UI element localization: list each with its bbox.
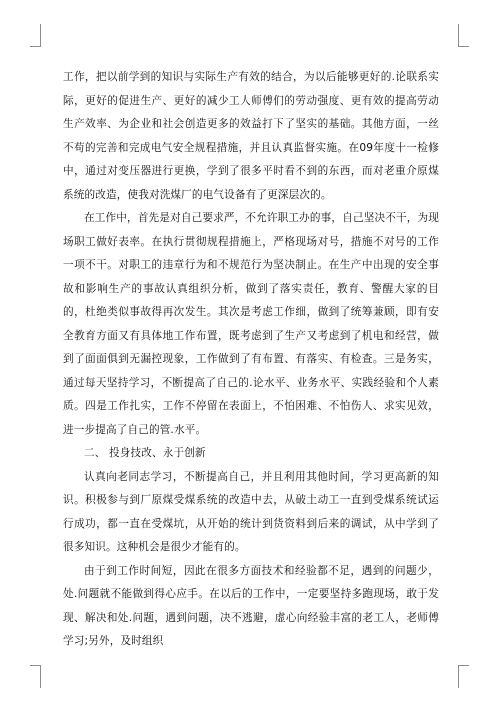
crop-mark-bottom-right (458, 665, 469, 688)
paragraph-2: 在工作中，首先是对自己要求严，不允许职工办的事，自己坚决不干，为现场职工做好表率。在执行贯彻规程措施上，严格现场对号，措施不对号的工作一项不干。对职工的违章行为和不规范行为坚决制止。在生产中出现的安全事故和影响生产的事故认真组织分析，做到了落实责任，教育、警醒大家的目的，杜绝类似事故得再次发生。其次是考虑工作细，做到了统筹兼顾，即有安全教育方面又有具体地工作布置，既考虑到了生产又考虑到了机电和经营，做到了面面俱到无漏控现象，工作做到了有布置、有落实、有检查。三是务实，通过每天坚持学习，不断提高了自己的.论水平、业务水平、实践经验和个人素质。四是工作扎实，工作不停留在表面上，不怕困难、不怕伤人、求实见效，进一步提高了自己的管.水平。 (63, 212, 439, 436)
paragraph-4: 由于到工作时间短，因此在很多方面技术和经验都不足，遇到的问题少，处.问题就不能做到得心应手。在以后的工作中，一定要坚持多跑现场，敢于发现、解决和处.问题，遇到问题，决不逃避，虚心向经验丰富的老工人，老师傅学习;另外，及时组织 (63, 564, 439, 647)
paragraph-3-lead: 认真向老同志学习，不断提高自己，并且利用其他时间，学习更高新的知识。 (63, 470, 439, 506)
section-heading: 二、 投身技改、永于创新 (84, 447, 206, 459)
crop-mark-top-left (30, 24, 41, 47)
paragraph-3-rest: 积极参与到厂原煤受煤系统的改造中去，从破土动工一直到受煤系统试运行成功，都一直在受煤坑，从开始的统计到货资料到后来的调试，从中学到了很多知识。这种机会是很少才能有的。 (63, 494, 439, 553)
paragraph-1: 工作，把以前学到的知识与实际生产有效的结合，为以后能够更好的.论联系实际，更好的促进生产、更好的减少工人师傅们的劳动强度、更有效的提高劳动生产效率、为企业和社会创造更多的效益打下了坚实的基础。其他方面，一丝不苟的完善和完成电气安全规程措施，并且认真监督实施。在09年度十一检修中，通过对变压器进行更换，学到了很多平时看不到的东西，而对老重介原煤系统的改造，使我对洗煤厂的电气设备有了更深层次的。 (63, 71, 439, 201)
paragraph-3 (63, 466, 439, 560)
crop-mark-top-right (458, 24, 469, 47)
document-body (63, 66, 439, 654)
crop-mark-bottom-left (30, 665, 41, 688)
